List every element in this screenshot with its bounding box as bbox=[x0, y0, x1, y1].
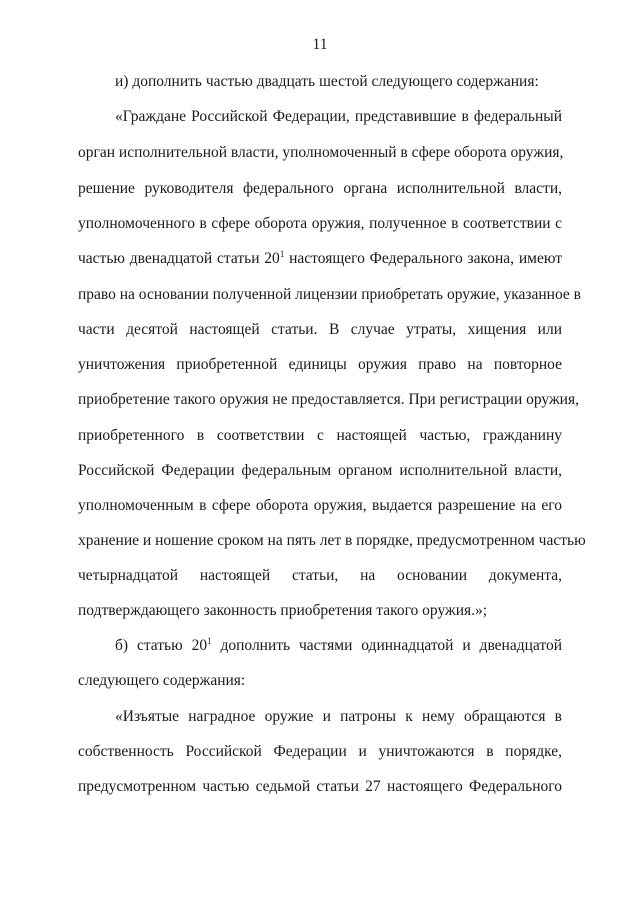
page-number: 11 bbox=[312, 36, 328, 53]
text-line: «Изъятые наградное оружие и патроны к нему обращаются в bbox=[115, 708, 562, 725]
text-line: приобретение такого оружия не предоставляется. При регистрации оружия, bbox=[78, 391, 579, 408]
text-fragment: частью двенадцатой статьи 20 bbox=[78, 250, 280, 267]
text-line: уполномоченным в сфере оборота оружия, выдается разрешение на его bbox=[78, 497, 562, 514]
text-line: уполномоченного в сфере оборота оружия, полученное в соответствии с bbox=[78, 215, 562, 232]
text-line: следующего содержания: bbox=[78, 672, 246, 689]
text-line: подтверждающего законность приобретения такого оружия.»; bbox=[78, 602, 488, 619]
text-line: орган исполнительной власти, уполномоченный в сфере оборота оружия, bbox=[78, 144, 564, 161]
text-line: уничтожения приобретенной единицы оружия право на повторное bbox=[78, 356, 562, 373]
text-line: и) дополнить частью двадцать шестой следующего содержания: bbox=[115, 73, 539, 90]
text-line: хранение и ношение сроком на пять лет в порядке, предусмотренном частью bbox=[78, 532, 586, 549]
text-line: приобретенного в соответствии с настоящей частью, гражданину bbox=[78, 427, 562, 444]
text-line: части десятой настоящей статьи. В случае утраты, хищения или bbox=[78, 321, 562, 338]
superscript: 1 bbox=[279, 249, 285, 259]
text-line: право на основании полученной лицензии приобретать оружие, указанное в bbox=[78, 286, 581, 303]
text-fragment: настоящего Федерального закона, имеют bbox=[284, 250, 562, 267]
text-fragment: б) статью 20 bbox=[115, 637, 208, 654]
text-line bbox=[115, 636, 562, 656]
superscript: 1 bbox=[207, 636, 212, 646]
text-line: решение руководителя федерального органа исполнительной власти, bbox=[78, 180, 562, 197]
text-line: собственность Российской Федерации и уничтожаются в порядке, bbox=[78, 743, 562, 760]
text-line: четырнадцатой настоящей статьи, на основании документа, bbox=[78, 567, 562, 584]
text-line bbox=[78, 249, 562, 269]
text-line: «Граждане Российской Федерации, представившие в федеральный bbox=[115, 108, 562, 125]
text-line: Российской Федерации федеральным органом исполнительной власти, bbox=[78, 462, 562, 479]
text-line: предусмотренном частью седьмой статьи 27 настоящего Федерального bbox=[78, 778, 562, 795]
text-fragment: дополнить частями одиннадцатой и двенадцатой bbox=[211, 637, 562, 654]
